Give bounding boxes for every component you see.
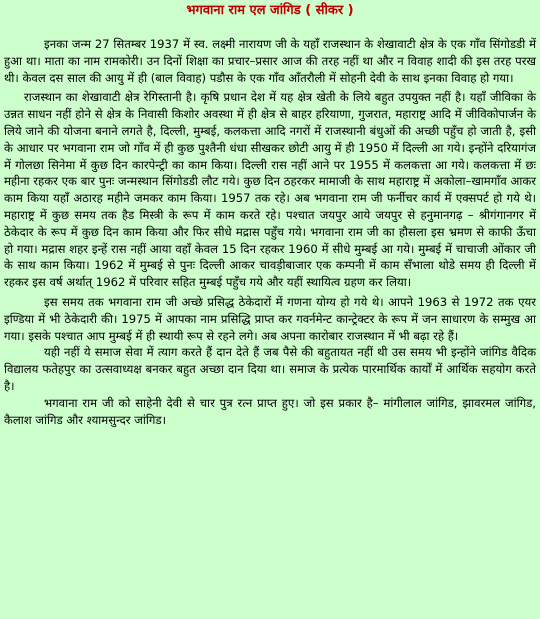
paragraph-family: भगवाना राम जी को साहेनी देवी से चार पुत्र रत्न प्राप्त हुए। जो इस प्रकार है– मांगीलाल जांगिड, झावरमल जांगिड, कैलाश जांगिड और श्यामसुन्दर जांगिड। (4, 395, 536, 427)
paragraph-contractor: इस समय तक भगवाना राम जी अच्छे प्रसिद्ध ठेकेदारों में गणना योग्य हो गये थे। आपने 1963 से 1972 तक एयर इण्डिया में भी ठेकेदारी की। 1975 में आपका नाम प्रसिद्धि प्राप्त कर गवर्नमेन्ट कान्ट्रेक्टर के रूप में जन साधारण के सम्मुख आ गया। इसके पश्चात आप मुम्बई में ही स्थायी रूप से रहने लगे। अब अपना कारोबार राजस्थान में भी बढ़ा रहे हैं। (4, 294, 536, 343)
paragraph-birth: इनका जन्म 27 सितम्बर 1937 में स्व. लक्ष्मी नारायण जी के यहाँ राजस्थान के शेखावाटी क्षेत्र के एक गाँव सिंगोडडी में हुआ था। माता का नाम रामकोरी। उन दिनों शिक्षा का प्रचार–प्रसार आज की तरह नहीं था और न विवाह शादी की इस तरह परख थी। केवल दस साल की आयु में ही (बाल विवाह) पडौस के एक गाँव ऑंतरौली में सोहनी देवी के साथ इनका विवाह हो गया। (4, 37, 536, 85)
paragraph-social-service: यही नहीं ये समाज सेवा में त्याग करते हैं दान देते हैं जब पैसे की बहुतायत नहीं थी उस समय भी इन्होंने जांगिड वैदिक विद्यालय फतेहपुर का उत्सवाध्यक्ष बनकर बहुत अच्छा दान दिया था। समाज के प्रत्येक पारमार्थिक कार्यों में आर्थिक सहयोग करते है। (4, 345, 536, 393)
page-title: भगवाना राम एल जांगिड ( सीकर ) (186, 3, 354, 18)
paragraph-migration: राजस्थान का शेखावाटी क्षेत्र रेगिस्तानी है। कृषि प्रधान देश में यह क्षेत्र खेती के लिये बहुत उपयुक्त नहीं है। यहाँ जीविका के उन्नत साधन नहीं होने से क्षेत्र के निवासी किशोर अवस्था में ही क्षेत्र से बाहर हरियाणा, गुजरात, महाराष्ट्र आदि में जीविकोपार्जन के लिये जाने की योजना बनाने लगते है, दिल्ली, मुम्बई, कलकत्ता आदि नगरों में राजस्थानी बंधुओं की अच्छी पहुँच हो जाती है, इसी के आधार पर भगवाना राम जो गाँव में ही कुछ पुश्तैनी धंधा सीखकर छोटी आयु में ही 1950 में दिल्ली आ गये। इन्होंने दरियागंज में गोलछा सिनेमा में कुछ दिन कारपेन्ट्री का काम किया। दिल्ली रास नहीं आने पर 1955 में कलकत्ता आ गये। कलकत्ता में छः महीना रहकर एक बार पुनः जन्मस्थान सिंगोडडी लौट गये। कुछ दिन ठहरकर मामाजी के साथ महाराष्ट्र में अकोला–खामगाँव आकर काम किया यहाँ अठारह महीने जमकर काम किया। 1957 तक रहे। अब भगवाना राम जी फर्नीचर कार्य में एक्सपर्ट हो गये थे। महाराष्ट्र में कुछ समय तक हैड मिस्त्री के रूप में काम करते रहे। पश्चात जयपुर आये जयपुर से हनुमानगढ़ – श्रीगंगानगर में ठेकेदार के रूप में कुछ दिन काम किया और फिर सीधे मद्रास पहुँच गये। भगवाना राम जी का हौसला इस भ्रमण से काफी ऊँचा हो गया। मद्रास शहर इन्हें रास नहीं आया वहाँ केवल 15 दिन रहकर 1960 में सीधे मुम्बई आ गये। मुम्बई में चाचाजी ओंकार जी के साथ काम किया। 1962 में मुम्बई से पुनः दिल्ली आकर चावड़ीबाजार एक कम्पनी में काम सँभाला थोडे समय ही दिल्ली में रहकर इस वर्ष अर्थात् 1962 में परिवार सहित मुम्बई पहुँच गये और यहीं स्थायित्व ग्रहण कर लिया। (4, 90, 536, 290)
